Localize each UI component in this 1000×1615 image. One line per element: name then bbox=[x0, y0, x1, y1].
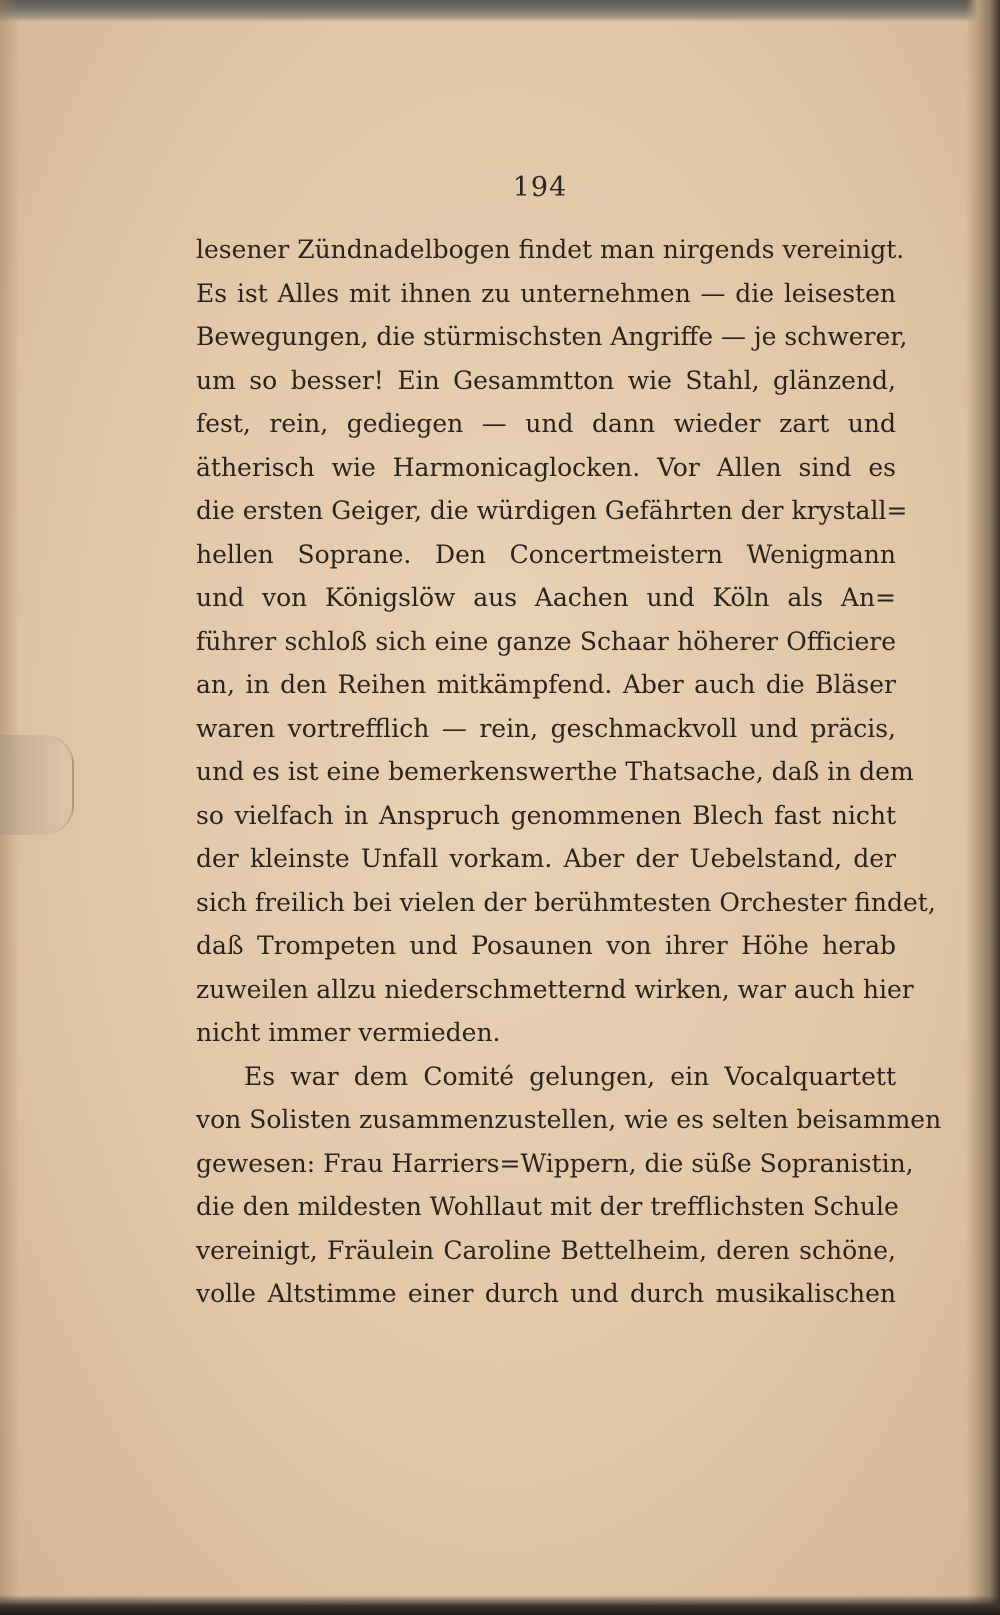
text-line: und es ist eine bemerkenswerthe Thatsache, daß in dem bbox=[196, 757, 914, 786]
text-line: und von Königslöw aus Aachen und Köln als An= bbox=[196, 583, 896, 612]
text-line: sich freilich bei vielen der berühmtesten Orchester findet, bbox=[196, 887, 936, 917]
text-line: Es ist Alles mit ihnen zu unternehmen — die leisesten bbox=[196, 278, 896, 308]
text-line: nicht immer vermieden. bbox=[196, 1018, 501, 1047]
text-line: Es war dem Comité gelungen, ein Vocalquartett bbox=[244, 1061, 896, 1091]
text-line: um so besser! Ein Gesammtton wie Stahl, glänzend, bbox=[196, 365, 896, 395]
text-line: fest, rein, gediegen — und dann wieder zart und bbox=[196, 409, 896, 438]
text-line: hellen Soprane. Den Concertmeistern Wenigmann bbox=[196, 539, 896, 569]
text-line: so vielfach in Anspruch genommenen Blech fast nicht bbox=[196, 800, 896, 830]
page-number: 194 bbox=[512, 172, 568, 203]
text-line: waren vortrefflich — rein, geschmackvoll und präcis, bbox=[196, 713, 896, 743]
right-page-edge bbox=[966, 0, 1000, 1615]
bottom-page-edge bbox=[0, 1595, 1000, 1615]
body-text bbox=[196, 228, 942, 1316]
clip-mark bbox=[0, 735, 74, 835]
text-line: gewesen: Frau Harriers=Wippern, die süße Sopranistin, bbox=[196, 1148, 914, 1178]
text-line: ätherisch wie Harmonicaglocken. Vor Allen sind es bbox=[196, 452, 896, 482]
text-line: daß Trompeten und Posaunen von ihrer Höhe herab bbox=[196, 931, 896, 960]
text-line: zuweilen allzu niederschmetternd wirken, war auch hier bbox=[196, 974, 914, 1004]
top-page-edge bbox=[0, 0, 1000, 22]
text-line: Bewegungen, die stürmischsten Angriffe — je schwerer, bbox=[196, 322, 908, 351]
text-line: lesener Zündnadelbogen findet man nirgends vereinigt. bbox=[196, 235, 905, 264]
text-line: an, in den Reihen mitkämpfend. Aber auch die Bläser bbox=[196, 670, 896, 699]
text-line: volle Altstimme einer durch und durch musikalischen bbox=[196, 1279, 896, 1308]
text-line: der kleinste Unfall vorkam. Aber der Uebelstand, der bbox=[196, 844, 896, 873]
text-line: die ersten Geiger, die würdigen Gefährten der krystall= bbox=[196, 496, 908, 525]
text-line: vereinigt, Fräulein Caroline Bettelheim, deren schöne, bbox=[196, 1235, 896, 1265]
text-line: führer schloß sich eine ganze Schaar höherer Officiere bbox=[196, 626, 896, 656]
text-line: von Solisten zusammenzustellen, wie es selten beisammen bbox=[196, 1105, 942, 1134]
text-line: die den mildesten Wohllaut mit der trefflichsten Schule bbox=[196, 1192, 899, 1221]
